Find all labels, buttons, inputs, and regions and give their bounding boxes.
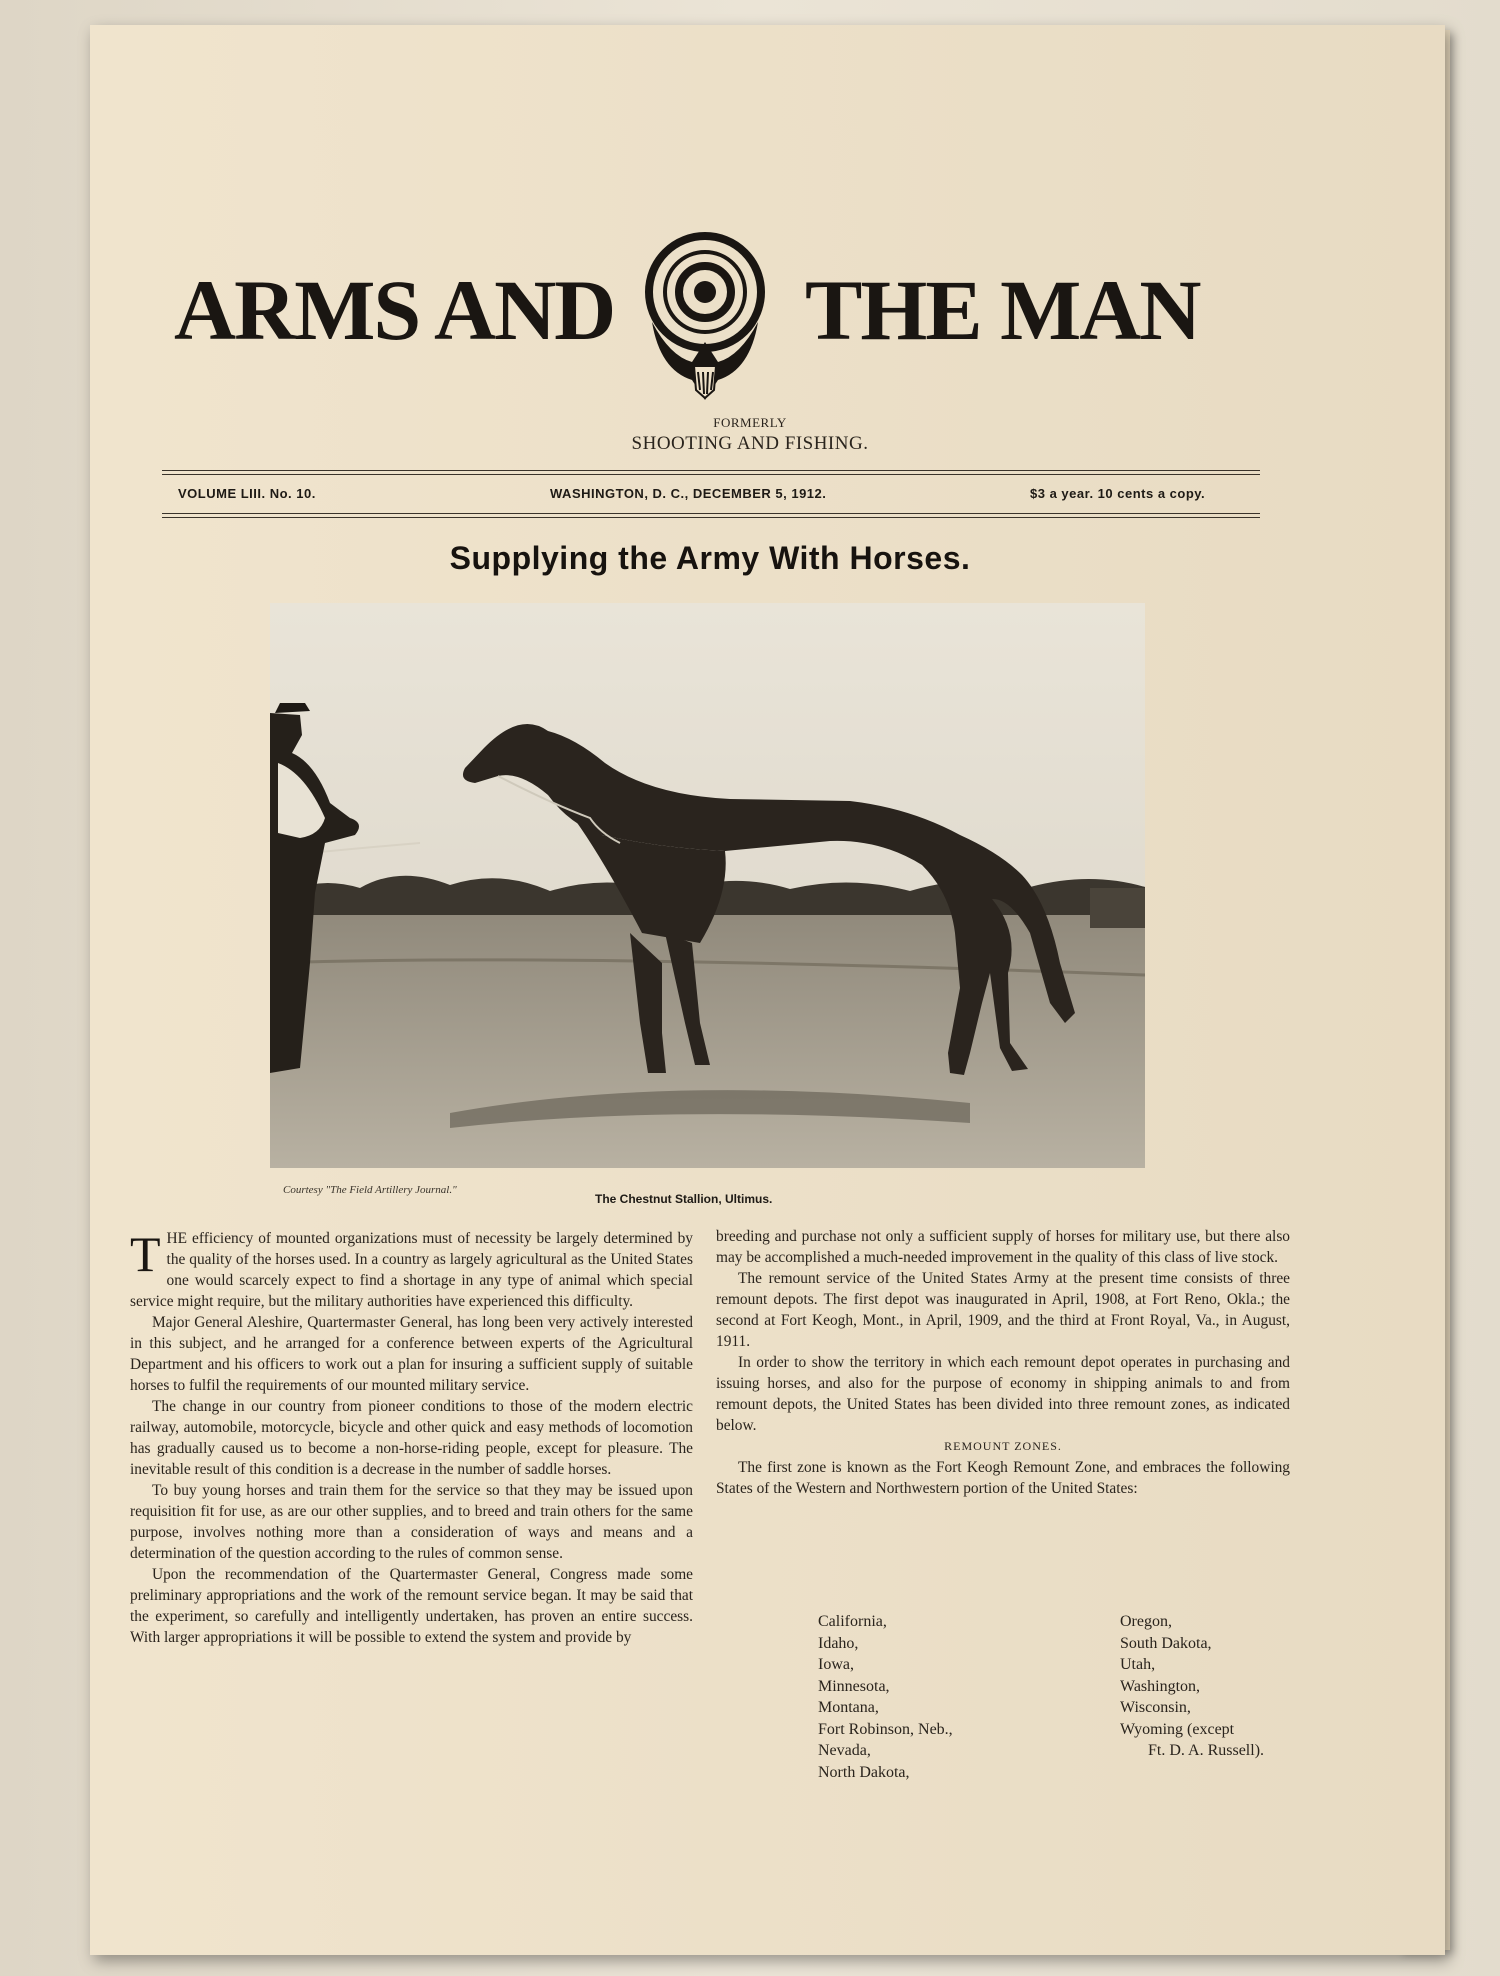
paragraph (130, 1228, 693, 1312)
state-item: South Dakota, (1120, 1634, 1212, 1652)
state-item: Iowa, (818, 1656, 854, 1673)
paragraph: The first zone is known as the Fort Keogh Remount Zone, and embraces the following States of the Western and Northwestern portion of the United States: (716, 1459, 1290, 1497)
rule-top (162, 470, 1260, 471)
paragraph: The remount service of the United States Army at the present time consists of three remount depots. The first depot was inaugurated in April, 1908, at Fort Reno, Okla.; the second at Fort Keogh, Mont., in April, 1909, and the third at Front Royal, Va., in August, 1911. (716, 1270, 1290, 1350)
masthead-title-left: ARMS AND (174, 262, 615, 358)
paragraph: To buy young horses and train them for the service so that they may be issued upon requisition fit for use, as are our other supplies, and to breed and train others for the same purpose, involves nothing more than a consideration of ways and means and a determination of the question according to the rules of common sense. (130, 1482, 693, 1562)
section-subhead: REMOUNT ZONES. (944, 1439, 1062, 1453)
subscription-price: $3 a year. 10 cents a copy. (1030, 486, 1206, 501)
paragraph: In order to show the territory in which each remount depot operates in purchasing and issuing horses, and also for the purpose of economy in shipping animals to and from remount depots, the United States has been divided into three remount zones, as indicated below. (716, 1354, 1290, 1434)
state-item: Wisconsin, (1120, 1699, 1191, 1716)
state-item: Utah, (1120, 1656, 1156, 1673)
state-item: Montana, (818, 1699, 879, 1716)
place-date: WASHINGTON, D. C., DECEMBER 5, 1912. (550, 486, 827, 501)
rule-top-double (162, 474, 1260, 475)
article-column-right (716, 1226, 1290, 1499)
volume-number: VOLUME LIII. No. 10. (178, 486, 316, 501)
paragraph: Upon the recommendation of the Quartermaster General, Congress made some preliminary appropriations and the work of the remount service began. It may be said that the experiment, so carefully and intelligently undertaken, has proven an entire success. With larger appropriations it will be possible to extend the system and provide by (130, 1566, 693, 1646)
state-item: Minnesota, (818, 1677, 890, 1695)
state-item: Idaho, (818, 1634, 859, 1652)
formerly-label: FORMERLY (713, 415, 787, 430)
state-item: Oregon, (1120, 1613, 1172, 1630)
article-headline: Supplying the Army With Horses. (449, 540, 971, 576)
state-item: Wyoming (except (1120, 1720, 1235, 1738)
target-eagle-emblem-icon (630, 230, 780, 410)
article-column-left (130, 1228, 693, 1648)
drop-cap: T (130, 1226, 161, 1282)
state-list-first (818, 1611, 953, 1783)
horse-photo-image (270, 603, 1145, 1168)
horse-photograph (270, 603, 1145, 1168)
paragraph: The change in our country from pioneer conditions to those of the modern electric railway, automobile, motorcycle, bicycle and other quick and easy methods of locomotion has gradually caused us to become a non-horse-riding people, except for pleasure. The inevitable result of this condition is a decrease in the number of saddle horses. (130, 1398, 693, 1478)
state-item: Ft. D. A. Russell). (1148, 1742, 1265, 1759)
state-item: Washington, (1120, 1677, 1201, 1695)
state-item: North Dakota, (818, 1763, 910, 1781)
paragraph: Major General Aleshire, Quartermaster General, has long been very actively interested in this subject, and he arranged for a conference between experts of the Agricultural Department and his officers to work out a plan for insuring a sufficient supply of suitable horses to fulfil the requirements of our mounted military service. (130, 1314, 693, 1394)
paragraph: breeding and purchase not only a sufficient supply of horses for military use, but there also may be accomplished a much-needed improvement in the quality of this class of live stock. (716, 1228, 1290, 1266)
state-item: Fort Robinson, Neb., (818, 1720, 953, 1738)
state-item: California, (818, 1613, 887, 1630)
rule-bottom-double (162, 517, 1260, 518)
photo-caption: The Chestnut Stallion, Ultimus. (595, 1192, 773, 1206)
state-item: Nevada, (818, 1742, 871, 1759)
paragraph-text: HE efficiency of mounted organizations must of necessity be largely determined by the quality of the horses used. In a country as largely agricultural as the United States one would scarcely expect to find a shortage in any type of animal which special service might require, but the military authorities have experienced this difficulty. (130, 1230, 693, 1310)
former-title: SHOOTING AND FISHING. (631, 433, 869, 454)
masthead (170, 230, 1260, 380)
photo-credit: Courtesy "The Field Artillery Journal." (283, 1184, 457, 1196)
rule-bottom (162, 513, 1260, 514)
masthead-title-right: THE MAN (805, 262, 1200, 358)
state-list-second (1120, 1611, 1264, 1762)
